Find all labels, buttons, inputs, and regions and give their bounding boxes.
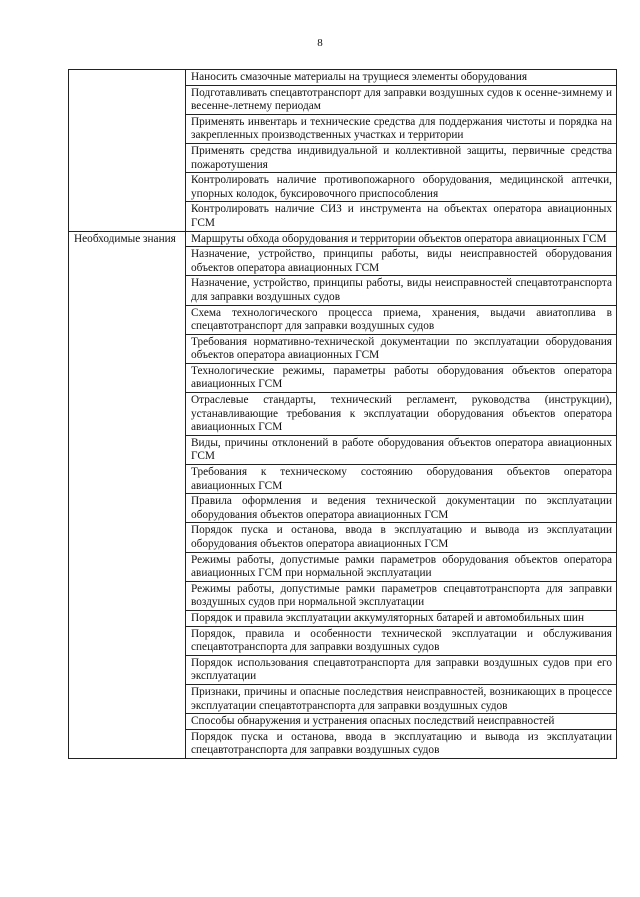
table-cell: Порядок, правила и особенности технической эксплуатации и обслуживания спецавтотранспорта для заправки воздушных судов	[186, 626, 617, 655]
table-cell: Назначение, устройство, принципы работы, виды неисправностей спецавтотранспорта для заправки воздушных судов	[186, 276, 617, 305]
table-cell: Наносить смазочные материалы на трущиеся элементы оборудования	[186, 70, 617, 86]
table-cell: Виды, причины отклонений в работе оборудования объектов оператора авиационных ГСМ	[186, 435, 617, 464]
table-cell: Применять средства индивидуальной и коллективной защиты, первичные средства пожаротушения	[186, 143, 617, 172]
table-cell: Отраслевые стандарты, технический регламент, руководства (инструкции), устанавливающие требования к эксплуатации оборудования объектов оператора авиационных ГСМ	[186, 393, 617, 436]
table-cell: Порядок пуска и останова, ввода в эксплуатацию и вывода из эксплуатации оборудования объектов оператора авиационных ГСМ	[186, 523, 617, 552]
table-cell: Порядок использования спецавтотранспорта для заправки воздушных судов при его эксплуатации	[186, 655, 617, 684]
table-cell: Порядок пуска и останова, ввода в эксплуатацию и вывода из эксплуатации спецавтотранспорта для заправки воздушных судов	[186, 729, 617, 758]
table-cell: Маршруты обхода оборудования и территории объектов оператора авиационных ГСМ	[186, 231, 617, 247]
table-cell: Назначение, устройство, принципы работы, виды неисправностей оборудования объектов оператора авиационных ГСМ	[186, 247, 617, 276]
table-row	[69, 70, 617, 86]
table-cell: Способы обнаружения и устранения опасных последствий неисправностей	[186, 714, 617, 730]
table-cell: Правила оформления и ведения технической документации по эксплуатации оборудования объектов оператора авиационных ГСМ	[186, 494, 617, 523]
table-cell: Требования нормативно-технической документации по эксплуатации оборудования объектов оператора авиационных ГСМ	[186, 334, 617, 363]
page-number: 8	[317, 37, 323, 49]
table-cell: Контролировать наличие СИЗ и инструмента на объектах оператора авиационных ГСМ	[186, 202, 617, 231]
competency-table	[68, 69, 617, 759]
table-cell: Режимы работы, допустимые рамки параметров оборудования объектов оператора авиационных ГСМ при нормальной эксплуатации	[186, 552, 617, 581]
table-cell: Применять инвентарь и технические средства для поддержания чистоты и порядка на закрепленных производственных участках и территории	[186, 114, 617, 143]
table-cell: Признаки, причины и опасные последствия неисправностей, возникающих в процессе эксплуатации спецавтотранспорта для заправки воздушных судов	[186, 684, 617, 713]
table-cell: Требования к техническому состоянию оборудования объектов оператора авиационных ГСМ	[186, 465, 617, 494]
table-cell: Схема технологического процесса приема, хранения, выдачи авиатоплива в спецавтотранспорт для заправки воздушных судов	[186, 305, 617, 334]
table-cell: Порядок и правила эксплуатации аккумуляторных батарей и автомобильных шин	[186, 610, 617, 626]
table-cell: Технологические режимы, параметры работы оборудования объектов оператора авиационных ГСМ	[186, 363, 617, 392]
table-cell: Контролировать наличие противопожарного оборудования, медицинской аптечки, упорных колодок, буксировочного приспособления	[186, 173, 617, 202]
knowledge-label: Необходимые знания	[69, 231, 186, 758]
table-cell: Режимы работы, допустимые рамки параметров спецавтотранспорта для заправки воздушных судов при нормальной эксплуатации	[186, 581, 617, 610]
table-cell: Подготавливать спецавтотранспорт для заправки воздушных судов к осенне-зимнему и весенне-летнему периодам	[186, 85, 617, 114]
table-row	[69, 231, 617, 247]
skills-label-cell	[69, 70, 186, 232]
